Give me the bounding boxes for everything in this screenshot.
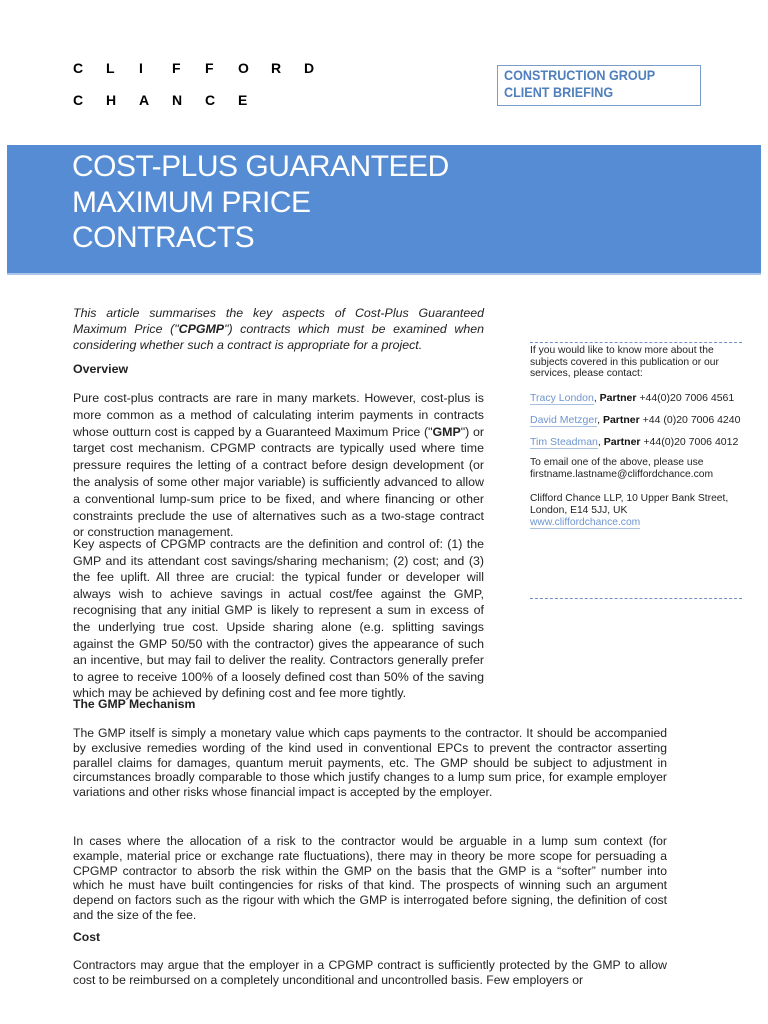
email-note [530,457,742,481]
text: London, E14 5JJ, UK [530,504,628,516]
contact-intro: If you would like to know more about the subjects covered in this publication or our services, please contact: [530,345,719,379]
contact-role: Partner [603,435,641,448]
text: Pure cost-plus contracts are rare in many markets. However, cost-plus is more common as a method of calculating interim payments in contracts whose outturn cost is capped by a Guaranteed Maximum Price (" [73,391,484,439]
logo-letter: F [205,60,214,76]
logo-letter: R [271,60,282,76]
logo-letter: C [205,92,216,108]
title-line: COST-PLUS GUARANTEED [72,150,449,183]
text: Clifford Chance LLP, 10 Upper Bank Street, [530,492,729,504]
overview-paragraph-2: Key aspects of CPGMP contracts are the definition and control of: (1) the GMP and its attendant cost savings/sharing mechanism; (2) cost; and (3) the fee uplift. All three are crucial: the typical funder or developer will always wish to achieve savings in actual cost/fee against the GMP, recognising that any initial GMP is likely to represent a sum in excess of the underlying true cost. Upside sharing alone (e.g. splitting savings against the GMP 50/50 with the contractor) gives the appearance of such an incentive, but may fail to deliver the reality. Contractors generally prefer to agree to receive 100% of a loosely defined cost than 50% of the saving which may be achieved by defining cost and fee more tightly. [73,537,484,701]
gmp-heading: The GMP Mechanism [73,697,196,711]
email-pattern: firstname.lastname@cliffordchance.com [530,468,714,480]
logo-letter: C [73,92,84,108]
sidebar-bottom-divider [530,598,742,599]
contact-item: Tracy London, Partner +44(0)20 7006 4561 [530,391,735,404]
badge-line: CLIENT BRIEFING [504,84,614,100]
intro-paragraph [73,305,484,353]
website-link[interactable]: www.cliffordchance.com [530,516,641,528]
page-title [72,149,449,256]
gmp-paragraph-2: In cases where the allocation of a risk to the contractor would be arguable in a lump sum context (for example, material price or exchange rate fluctuations), there may in theory be more scope for persuading a CPGMP contractor to absorb the risk within the GMP on the basis that the GMP is a “softer” number into which he must have built contingencies for risks of that kind. The prospects of winning such an argument depend on factors such as the rigour with which the GMP is interrogated before signing, the definition of cost and the size of the fee. [73,834,667,922]
cost-heading: Cost [73,930,101,944]
logo-letter: H [106,92,117,108]
contact-role: Partner [602,413,640,426]
logo-letter: O [238,60,249,76]
contact-phone: +44(0)20 7006 4012 [643,435,739,448]
divider [530,342,742,343]
title-line: MAXIMUM PRICE [72,185,311,219]
logo-chance [73,92,271,108]
gmp-paragraph-1: The GMP itself is simply a monetary value which caps payments to the contractor. It should be accompanied by exclusive remedies wording of the kind used in conventional EPCs to prevent the contractor asserting parallel claims for damages, quantum meruit payments, etc. The GMP should be subject to adjustment in circumstances broadly comparable to those which justify changes to a lump sum price, for example employer variations and other risks whose financial impact is accepted by the employer. [73,726,667,800]
cost-paragraph-1: Contractors may argue that the employer in a CPGMP contract is sufficiently protected by the GMP to allow cost to be reimbursed on a completely unconditional and uncontrolled basis. Few employers or [73,958,667,987]
bold-text: GMP [432,424,461,439]
title-line: CONTRACTS [72,221,255,254]
logo-letter: F [172,60,181,76]
address [530,493,742,529]
logo-clifford [73,60,337,76]
client-briefing-badge [497,65,701,106]
logo-letter: N [172,92,183,108]
logo-letter: C [73,60,84,76]
contact-link[interactable]: Tracy London [530,391,594,404]
contact-item: David Metzger, Partner +44 (0)20 7006 4240 [530,413,741,426]
divider [530,598,742,599]
logo-letter: I [139,60,143,76]
contact-item: Tim Steadman, Partner +44(0)20 7006 4012 [530,435,739,448]
contact-role: Partner [599,391,637,404]
title-banner [7,145,761,275]
intro-bold: CPGMP [178,322,225,336]
overview-heading: Overview [73,362,129,376]
intro-text: ") contracts which must be examined when considering whether such a contract is appropriate for a project. [73,322,485,352]
logo-letter: L [106,60,115,76]
overview-paragraph-1 [73,390,484,541]
logo-letter: A [139,92,150,108]
logo-letter: E [238,92,248,108]
contact-phone: +44 (0)20 7006 4240 [642,413,741,426]
contact-sidebar [530,342,742,529]
contact-link[interactable]: Tim Steadman [530,435,598,448]
logo-letter: D [304,60,315,76]
text: ") or target cost mechanism. CPGMP contracts are typically used where time pressure requires the letting of a contract before design development (or the analysis of some other major variable) is sufficiently advanced to allow a conventional lump-sum price to be fixed, and where financing or other constraints preclude the use of alternatives such as a two-stage contract or construction management. [73,424,484,540]
badge-line: CONSTRUCTION GROUP [504,67,656,83]
text: To email one of the above, please use [530,456,704,468]
contact-phone: +44(0)20 7006 4561 [639,391,735,404]
intro-text: This article summarises the key aspects of Cost-Plus Guaranteed Maximum Price (" [73,306,484,336]
contact-link[interactable]: David Metzger [530,413,598,426]
